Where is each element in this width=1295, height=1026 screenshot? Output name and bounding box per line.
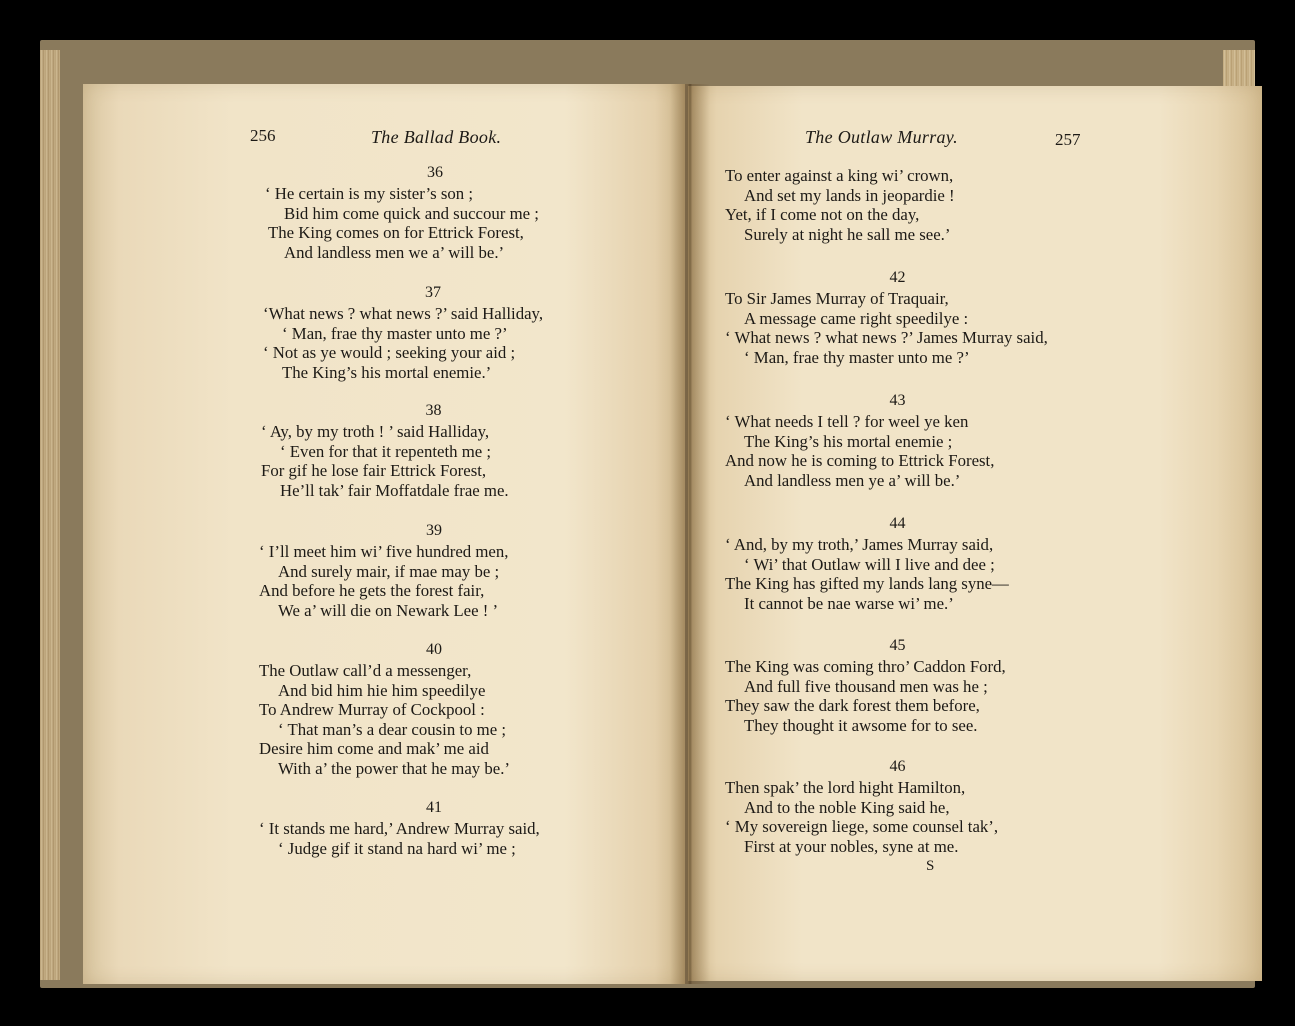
verse-line: Yet, if I come not on the day, (725, 205, 920, 225)
verse-line: ‘ Man, frae thy master unto me ?’ (282, 323, 508, 343)
verse-line: To Andrew Murray of Cockpool : (259, 700, 485, 720)
stanza-45 (725, 637, 1105, 735)
stanza-42 (725, 269, 1105, 367)
stanza-number: 40 (426, 641, 442, 658)
signature-mark: S (926, 858, 935, 874)
verse-line: They saw the dark forest them before, (725, 696, 980, 716)
stanza-44 (725, 515, 1105, 613)
verse-line: The King comes on for Ettrick Forest, (268, 223, 524, 243)
verse-line: And before he gets the forest fair, (259, 581, 485, 601)
verse-line: Surely at night he sall me see.’ (744, 224, 951, 244)
verse-line: And full five thousand men was he ; (744, 676, 988, 696)
verse-line: With a’ the power that he may be.’ (278, 758, 510, 778)
verse-line: The King has gifted my lands lang syne— (725, 574, 1009, 594)
verse-line: ‘ And, by my troth,’ James Murray said, (725, 535, 994, 554)
stanza-37 (263, 284, 643, 382)
verse-line: ‘ Man, frae thy master unto me ?’ (744, 347, 970, 367)
stanza-number: 36 (427, 164, 443, 181)
stanza-41 (259, 799, 659, 858)
verse-line: The King was coming thro’ Caddon Ford, (725, 657, 1006, 676)
stanza-36 (265, 164, 625, 262)
verse-line: The Outlaw call’d a messenger, (259, 661, 472, 680)
verse-line: A message came right speedilye : (744, 308, 969, 328)
stanza-39 (259, 522, 639, 620)
verse-line: And landless men we a’ will be.’ (284, 242, 505, 262)
verse-line: He’ll tak’ fair Moffatdale frae me. (280, 480, 509, 500)
stanza-number: 37 (425, 284, 441, 301)
verse-line: ‘ Not as ye would ; seeking your aid ; (263, 343, 516, 363)
stanza-40 (259, 641, 639, 779)
verse-line: For gif he lose fair Ettrick Forest, (261, 461, 487, 481)
verse-line: Bid him come quick and succour me ; (284, 203, 539, 223)
verse-line: ‘ Wi’ that Outlaw will I live and dee ; (744, 554, 995, 574)
verse-line: ‘ That man’s a dear cousin to me ; (278, 719, 507, 739)
stanza-38 (261, 402, 641, 500)
verse-line: We a’ will die on Newark Lee ! ’ (278, 600, 499, 620)
verse-line: And to the noble King said he, (744, 797, 950, 817)
stanza-number: 43 (889, 392, 906, 409)
stanza-number: 46 (889, 758, 906, 775)
page-number-left: 256 (250, 126, 276, 145)
verse-line: It cannot be nae warse wi’ me.’ (744, 593, 954, 613)
verse-line: They thought it awsome for to see. (744, 715, 978, 735)
stanza-43 (725, 392, 1105, 490)
verse-line: ‘ He certain is my sister’s son ; (265, 184, 474, 203)
verse-line: ‘ What needs I tell ? for weel ye ken (725, 412, 969, 431)
right-page (688, 86, 1262, 981)
verse-line: ‘ Judge gif it stand na hard wi’ me ; (278, 838, 516, 858)
verse-line: First at your nobles, syne at me. (744, 836, 959, 856)
verse-line: The King’s his mortal enemie.’ (282, 362, 492, 382)
verse-line: And now he is coming to Ettrick Forest, (725, 451, 995, 471)
verse-line: And set my lands in jeopardie ! (744, 185, 955, 205)
running-title-left: The Ballad Book. (371, 127, 502, 147)
verse-line: To enter against a king wi’ crown, (725, 166, 954, 185)
stanza-number: 42 (889, 269, 906, 286)
stanza-number: 45 (889, 637, 906, 654)
verse-line: ‘ It stands me hard,’ Andrew Murray said, (259, 819, 540, 838)
verse-line: ‘ I’ll meet him wi’ five hundred men, (259, 542, 509, 561)
verse-line: The King’s his mortal enemie ; (744, 431, 953, 451)
verse-line: ‘ My sovereign liege, some counsel tak’, (725, 817, 999, 837)
verse-line: And surely mair, if mae may be ; (278, 561, 500, 581)
verse-line: And bid him hie him speedilye (278, 680, 486, 700)
verse-line: ‘ Ay, by my troth ! ’ said Halliday, (261, 422, 490, 441)
book-edge-left (40, 50, 60, 980)
page-number-right: 257 (1055, 130, 1081, 149)
stanza-number: 39 (426, 522, 442, 539)
verse-line: ‘ Even for that it repenteth me ; (280, 441, 492, 461)
verse-line: Desire him come and mak’ me aid (259, 739, 489, 759)
verse-line: Then spak’ the lord hight Hamilton, (725, 778, 966, 797)
open-book (40, 40, 1255, 988)
verse-line: ‘ What news ? what news ?’ James Murray said, (725, 328, 1048, 348)
stanza-46 (725, 758, 1105, 856)
verse-line: To Sir James Murray of Traquair, (725, 289, 949, 308)
stanza-number: 41 (426, 799, 442, 816)
verse-line: And landless men ye a’ will be.’ (744, 470, 961, 490)
left-page (83, 84, 685, 984)
stanza-continued (725, 166, 1085, 244)
running-title-right: The Outlaw Murray. (805, 127, 958, 147)
stanza-number: 44 (889, 515, 906, 532)
verse-line: ‘What news ? what news ?’ said Halliday, (263, 304, 544, 323)
stanza-number: 38 (425, 402, 442, 419)
